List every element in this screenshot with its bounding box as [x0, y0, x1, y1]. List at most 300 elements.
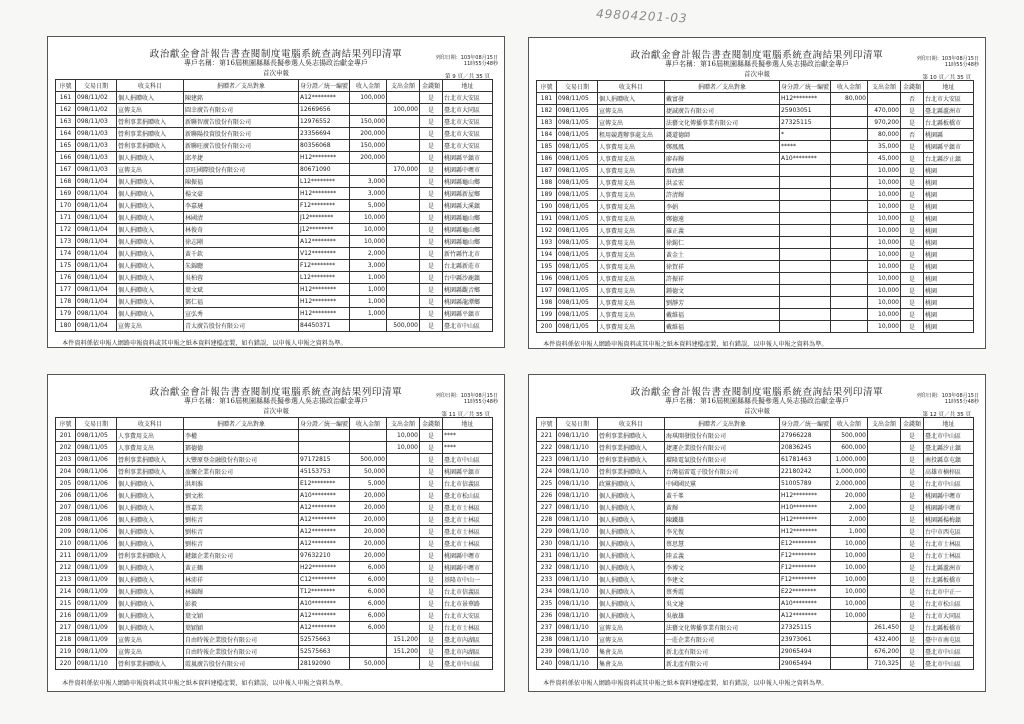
cell-serial: 182 [537, 105, 557, 117]
cell-serial: 218 [56, 634, 76, 646]
cell-address: 台北市大安區 [924, 93, 974, 105]
table-row [537, 514, 974, 526]
print-date: 列印日期：103年08月15日 [916, 56, 979, 62]
transactions-table [536, 80, 974, 333]
cell-category: 人事費用支出 [598, 237, 665, 249]
report-page [528, 37, 986, 349]
cell-cash: 是 [420, 260, 443, 272]
cell-expense: 10,000 [868, 297, 901, 309]
table-row [537, 117, 974, 129]
cell-category: 個人捐贈收入 [117, 92, 184, 104]
cell-category: 個人捐贈收入 [598, 598, 665, 610]
cell-serial: 163 [56, 116, 76, 128]
cell-expense [387, 128, 420, 140]
cell-income: 10,000 [350, 236, 387, 248]
cell-address: 臺北市中山區 [924, 658, 974, 670]
cell-cash: 是 [420, 538, 443, 550]
table-row [56, 478, 493, 490]
cell-category: 人事費用支出 [598, 285, 665, 297]
cell-category: 政黨捐贈收入 [598, 478, 665, 490]
cell-cash: 是 [901, 622, 924, 634]
cell-expense: 80,000 [868, 129, 901, 141]
cell-counterparty: 戴富發 [665, 93, 780, 105]
cell-address: 桃園縣中壢市 [924, 502, 974, 514]
cell-date: 098/11/10 [557, 610, 598, 622]
cell-address: **** [443, 442, 493, 454]
cell-date: 098/11/05 [557, 321, 598, 333]
cell-counterparty: 捷誠廣告有限公司 [665, 105, 780, 117]
cell-id: 12669656 [299, 104, 350, 116]
cell-address: 臺北市內湖區 [443, 634, 493, 646]
cell-serial: 188 [537, 177, 557, 189]
report-page [47, 36, 505, 348]
cell-category: 宣傳支出 [598, 634, 665, 646]
cell-expense: 10,000 [868, 201, 901, 213]
cell-expense [387, 176, 420, 188]
cell-category: 人事費用支出 [598, 213, 665, 225]
cell-date: 098/11/10 [557, 550, 598, 562]
cell-expense: 45,000 [868, 153, 901, 165]
cell-address: 桃園 [924, 321, 974, 333]
column-header: 收入金額 [350, 80, 387, 92]
cell-counterparty: 徐賀祥 [665, 261, 780, 273]
cell-category: 人事費用支出 [598, 165, 665, 177]
cell-serial: 183 [537, 117, 557, 129]
cell-id: J12******** [299, 224, 350, 236]
cell-address: 桃園 [924, 249, 974, 261]
cell-address: 桃園縣 [924, 129, 974, 141]
cell-id: 22180242 [780, 466, 831, 478]
cell-id: 27966228 [780, 430, 831, 442]
header-row [537, 418, 974, 430]
cell-serial: 205 [56, 478, 76, 490]
cell-cash: 是 [901, 273, 924, 285]
cell-income [831, 634, 868, 646]
cell-address: 桃園 [924, 201, 974, 213]
cell-date: 098/11/04 [76, 176, 117, 188]
cell-expense [387, 622, 420, 634]
column-header: 序號 [537, 418, 557, 430]
cell-cash: 是 [420, 248, 443, 260]
cell-id: V12******** [299, 248, 350, 260]
cell-cash: 是 [420, 296, 443, 308]
cell-counterparty: 林國清 [184, 212, 299, 224]
cell-id: 80671090 [299, 164, 350, 176]
column-header: 捐贈者／支出對象 [184, 80, 299, 92]
cell-category: 個人捐贈收入 [117, 538, 184, 550]
cell-serial: 238 [537, 634, 557, 646]
cell-income: 50,000 [350, 466, 387, 478]
cell-income [831, 249, 868, 261]
cell-serial: 162 [56, 104, 76, 116]
cell-id: 61781463 [780, 454, 831, 466]
table-row [537, 478, 974, 490]
cell-expense [868, 442, 901, 454]
cell-cash: 是 [420, 466, 443, 478]
cell-id [299, 430, 350, 442]
cell-address: 台北市大安區 [443, 92, 493, 104]
cell-serial: 213 [56, 574, 76, 586]
cell-income: 10,000 [831, 538, 868, 550]
table-row [56, 248, 493, 260]
table-row [537, 646, 974, 658]
cell-income [831, 646, 868, 658]
cell-income: 2,000 [831, 502, 868, 514]
cell-id: A10******** [299, 598, 350, 610]
cell-income: 10,000 [831, 610, 868, 622]
report-page [528, 374, 986, 692]
cell-category: 營利事業捐贈收入 [117, 658, 184, 670]
cell-cash: 是 [420, 610, 443, 622]
cell-serial: 207 [56, 502, 76, 514]
cell-income: 10,000 [831, 598, 868, 610]
cell-id [780, 321, 831, 333]
print-time: 11時55分48秒 [463, 61, 498, 67]
cell-id [780, 237, 831, 249]
transactions-table [55, 417, 493, 670]
cell-id: H12******** [780, 490, 831, 502]
cell-income: 10,000 [831, 550, 868, 562]
cell-counterparty: 葉文穎 [184, 610, 299, 622]
table-row [56, 454, 493, 466]
cell-category: 人事費用支出 [598, 141, 665, 153]
cell-id: A10******** [780, 598, 831, 610]
column-header: 身分證／統一編號 [780, 81, 831, 93]
cell-date: 098/11/04 [76, 224, 117, 236]
cell-category: 營利事業捐贈收入 [117, 116, 184, 128]
cell-id: A10******** [780, 153, 831, 165]
cell-date: 098/11/10 [557, 478, 598, 490]
cell-counterparty: 林錦輝 [184, 586, 299, 598]
cell-address: 臺北縣汐止鎮 [924, 442, 974, 454]
cell-category: 個人捐贈收入 [598, 538, 665, 550]
cell-cash: 是 [901, 285, 924, 297]
cell-address: 桃園縣龜山鄉 [443, 212, 493, 224]
cell-cash: 是 [420, 526, 443, 538]
cell-income: 2,000,000 [831, 478, 868, 490]
cell-serial: 173 [56, 236, 76, 248]
cell-id: A12******** [299, 622, 350, 634]
cell-counterparty: 鄭德遠 [665, 213, 780, 225]
cell-address: 桃園縣龜山鄉 [443, 224, 493, 236]
cell-date: 098/11/05 [557, 165, 598, 177]
cell-date: 098/11/06 [76, 538, 117, 550]
print-timestamp [436, 393, 498, 405]
cell-address: 台中縣沙鹿鎮 [443, 272, 493, 284]
column-header: 支出金額 [868, 81, 901, 93]
cell-income [831, 189, 868, 201]
cell-counterparty: 新北產有限公司 [665, 646, 780, 658]
table-row [537, 502, 974, 514]
cell-income: 3,000 [350, 188, 387, 200]
cell-date: 098/11/04 [76, 236, 117, 248]
cell-cash: 是 [420, 562, 443, 574]
cell-cash: 是 [901, 478, 924, 490]
print-date: 列印日期：103年08月15日 [435, 55, 498, 61]
cell-serial: 208 [56, 514, 76, 526]
cell-address: 桃園 [924, 165, 974, 177]
cell-income: 10,000 [831, 574, 868, 586]
cell-date: 098/11/09 [76, 622, 117, 634]
cell-address: 桃園縣新屋鄉 [443, 188, 493, 200]
table-row [56, 284, 493, 296]
column-header: 收入金額 [831, 81, 868, 93]
cell-cash: 是 [901, 225, 924, 237]
cell-cash: 是 [901, 261, 924, 273]
cell-expense [387, 236, 420, 248]
cell-category: 營利事業捐贈收入 [117, 454, 184, 466]
cell-income [831, 622, 868, 634]
cell-id [780, 309, 831, 321]
cell-cash: 是 [420, 212, 443, 224]
table-row [537, 225, 974, 237]
cell-expense [387, 140, 420, 152]
cell-income: 2,000 [831, 514, 868, 526]
cell-expense [868, 454, 901, 466]
cell-counterparty: 黃金土 [665, 249, 780, 261]
cell-cash: 是 [901, 189, 924, 201]
cell-cash: 是 [420, 550, 443, 562]
cell-address: 桃園縣中壢市 [924, 490, 974, 502]
cell-expense [387, 550, 420, 562]
cell-address: 南投縣草屯鎮 [924, 454, 974, 466]
cell-income [831, 201, 868, 213]
cell-id: A12******** [780, 610, 831, 622]
cell-counterparty: 霞嵐廣告股份有限公司 [184, 658, 299, 670]
cell-cash: 是 [901, 153, 924, 165]
cell-id: T12******** [299, 586, 350, 598]
table-row [537, 526, 974, 538]
cell-address: 桃園 [924, 177, 974, 189]
cell-income: 150,000 [350, 116, 387, 128]
cell-serial: 232 [537, 562, 557, 574]
cell-id [780, 213, 831, 225]
cell-cash: 是 [420, 116, 443, 128]
cell-category: 人事費用支出 [598, 189, 665, 201]
table-row [537, 598, 974, 610]
cell-counterparty: 鄧仁福 [184, 296, 299, 308]
column-header: 地址 [924, 418, 974, 430]
page-number: 第 11 頁／共 35 頁 [441, 412, 490, 418]
cell-category: 個人捐贈收入 [598, 610, 665, 622]
cell-id: E12******** [780, 538, 831, 550]
cell-expense [387, 308, 420, 320]
cell-id [780, 165, 831, 177]
cell-expense: 10,000 [868, 309, 901, 321]
cell-income: 10,000 [831, 562, 868, 574]
cell-income [831, 273, 868, 285]
cell-serial: 179 [56, 308, 76, 320]
cell-counterparty: 楊文豪 [184, 188, 299, 200]
cell-income [831, 225, 868, 237]
cell-serial: 229 [537, 526, 557, 538]
cell-date: 098/11/10 [557, 430, 598, 442]
cell-date: 098/11/05 [557, 273, 598, 285]
cell-serial: 211 [56, 550, 76, 562]
cell-counterparty: 宣弘秀 [184, 308, 299, 320]
cell-address: 桃園 [924, 189, 974, 201]
cell-date: 098/11/03 [76, 152, 117, 164]
column-header: 交易日期 [557, 81, 598, 93]
cell-cash: 是 [420, 92, 443, 104]
cell-address: **** [443, 430, 493, 442]
table-row [56, 598, 493, 610]
cell-expense [387, 478, 420, 490]
cell-income: 5,000 [350, 200, 387, 212]
cell-counterparty: 新聯陽投資股份有限公司 [184, 128, 299, 140]
table-row [537, 261, 974, 273]
table-row [56, 104, 493, 116]
cell-category: 人事費用支出 [598, 225, 665, 237]
cell-income: 5,000 [350, 478, 387, 490]
cell-income [831, 153, 868, 165]
cell-income [831, 309, 868, 321]
cell-category: 人事費用支出 [598, 201, 665, 213]
print-date: 列印日期：103年08月15日 [916, 393, 979, 399]
cell-income: 500,000 [350, 454, 387, 466]
cell-category: 個人捐贈收入 [117, 514, 184, 526]
cell-date: 098/11/09 [76, 634, 117, 646]
cell-date: 098/11/05 [557, 309, 598, 321]
cell-id: E22******** [780, 586, 831, 598]
cell-date: 098/11/03 [76, 164, 117, 176]
cell-category: 個人捐贈收入 [117, 562, 184, 574]
cell-category: 個人捐贈收入 [117, 236, 184, 248]
cell-address: 台北市中山區 [924, 478, 974, 490]
cell-income [831, 177, 868, 189]
cell-cash: 是 [901, 117, 924, 129]
cell-address: 臺北市士林區 [443, 526, 493, 538]
cell-expense [387, 212, 420, 224]
cell-address: 臺北市松山區 [443, 490, 493, 502]
cell-date: 098/11/10 [76, 658, 117, 670]
cell-serial: 166 [56, 152, 76, 164]
cell-id: 45153753 [299, 466, 350, 478]
cell-serial: 222 [537, 442, 557, 454]
table-row [56, 308, 493, 320]
cell-id: F12******** [299, 260, 350, 272]
cell-serial: 190 [537, 201, 557, 213]
table-row [537, 237, 974, 249]
cell-date: 098/11/10 [557, 586, 598, 598]
print-timestamp [436, 55, 498, 67]
column-header: 收支科目 [598, 418, 665, 430]
cell-expense [868, 514, 901, 526]
table-row [537, 105, 974, 117]
cell-counterparty: 蔡思慧 [665, 538, 780, 550]
cell-id: 52575663 [299, 646, 350, 658]
cell-expense [387, 538, 420, 550]
cell-counterparty: 吳敏雄 [665, 610, 780, 622]
cell-address: 臺北市大安區 [443, 128, 493, 140]
cell-expense [387, 514, 420, 526]
cell-serial: 168 [56, 176, 76, 188]
cell-date: 098/11/10 [557, 598, 598, 610]
report-title: 政治獻金會計報告書查閱制度電腦系統查詢結果列印清單 [149, 49, 403, 60]
column-header: 序號 [537, 81, 557, 93]
page-number: 第 10 頁／共 35 頁 [922, 75, 971, 81]
cell-expense: 432,400 [868, 634, 901, 646]
cell-expense: 10,000 [868, 213, 901, 225]
cell-category: 個人捐贈收入 [117, 478, 184, 490]
cell-category: 個人捐贈收入 [117, 610, 184, 622]
table-row [537, 273, 974, 285]
cell-address: 桃園縣中壢市 [443, 562, 493, 574]
cell-expense [387, 526, 420, 538]
cell-counterparty: 陳振福 [184, 176, 299, 188]
cell-income [831, 321, 868, 333]
cell-counterparty: 戴維福 [665, 321, 780, 333]
cell-address: 台北市士林區 [443, 622, 493, 634]
cell-category: 個人捐贈收入 [598, 526, 665, 538]
cell-expense: 500,000 [387, 320, 420, 332]
header-row [56, 80, 493, 92]
cell-serial: 217 [56, 622, 76, 634]
table-row [537, 442, 974, 454]
cell-date: 098/11/05 [557, 297, 598, 309]
cell-income: 6,000 [350, 610, 387, 622]
cell-date: 098/11/05 [557, 261, 598, 273]
cell-category: 個人捐贈收入 [117, 248, 184, 260]
cell-counterparty: 許清輝 [665, 189, 780, 201]
cell-serial: 196 [537, 273, 557, 285]
cell-category: 營利事業捐贈收入 [117, 140, 184, 152]
cell-date: 098/11/05 [76, 442, 117, 454]
table-row [537, 574, 974, 586]
cell-expense [387, 610, 420, 622]
cell-address: 台北市大安區 [443, 610, 493, 622]
cell-serial: 184 [537, 129, 557, 141]
filing-type: 首次申報 [744, 407, 770, 415]
cell-serial: 201 [56, 430, 76, 442]
cell-serial: 215 [56, 598, 76, 610]
column-header: 交易日期 [76, 80, 117, 92]
cell-serial: 185 [537, 141, 557, 153]
cell-id: F12******** [780, 550, 831, 562]
table-row [56, 116, 493, 128]
account-name: 專戶名稱：第16屆桃園縣縣長擬參選人吳志揚政治獻金專戶 [665, 60, 849, 68]
cell-category: 租用競選辦事處支出 [598, 129, 665, 141]
table-row [537, 189, 974, 201]
cell-cash: 是 [901, 646, 924, 658]
cell-counterparty: 葉文斌 [184, 284, 299, 296]
cell-date: 098/11/10 [557, 526, 598, 538]
cell-counterparty: 黃輝 [665, 502, 780, 514]
cell-category: 個人捐贈收入 [117, 490, 184, 502]
cell-cash: 是 [420, 128, 443, 140]
cell-date: 098/11/05 [557, 93, 598, 105]
cell-address: 台北市中正一 [924, 586, 974, 598]
cell-income [831, 165, 868, 177]
cell-address: 桃園縣平鎮市 [443, 308, 493, 320]
cell-income: 1,000 [831, 526, 868, 538]
cell-income: 2,000 [350, 248, 387, 260]
cell-expense [868, 586, 901, 598]
cell-cash: 是 [420, 586, 443, 598]
table-row [537, 321, 974, 333]
cell-category: 宣傳支出 [598, 117, 665, 129]
cell-cash: 是 [420, 514, 443, 526]
cell-date: 098/11/06 [76, 490, 117, 502]
cell-address: 新竹縣竹北市 [443, 248, 493, 260]
table-row [56, 128, 493, 140]
cell-address: 台北市大同區 [924, 610, 974, 622]
cell-id: 23356694 [299, 128, 350, 140]
cell-counterparty: 林俊奇 [184, 224, 299, 236]
cell-income [350, 646, 387, 658]
cell-income: 20,000 [350, 514, 387, 526]
disclaimer: 本件資料係依申報人網路申報資料或其申報之紙本資料建檔產製，如有錯誤，以申報人申報之資料為準。 [543, 341, 828, 348]
